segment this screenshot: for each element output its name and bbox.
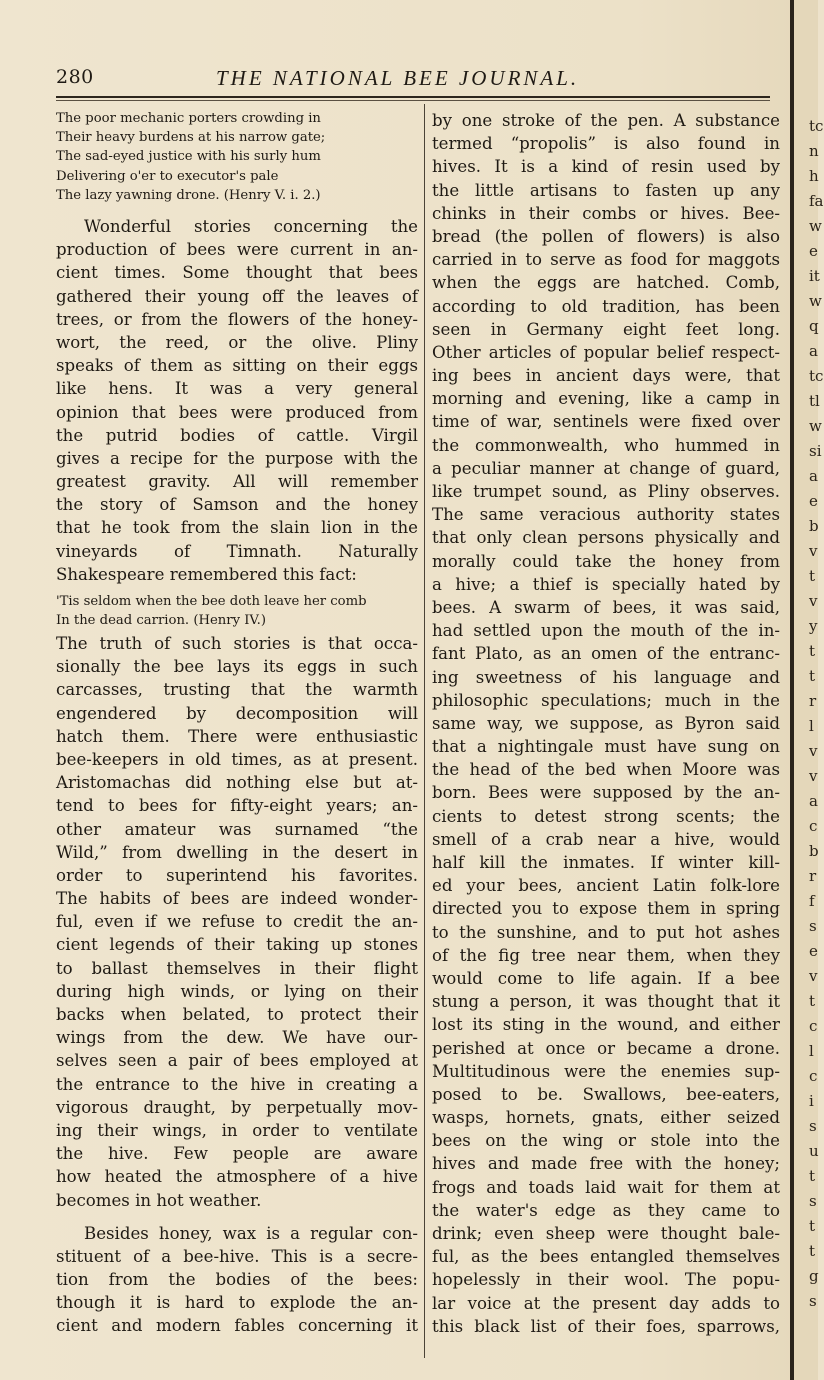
text-line: bee-keepers in old times, as at present. [56, 749, 418, 769]
text-line: Multitudinous were the enemies sup- [432, 1061, 780, 1081]
next-page-fragment: t [809, 1167, 816, 1185]
text-line: speaks of them as sitting on their eggs [56, 356, 418, 376]
text-line: chinks in their combs or hives. Bee- [432, 203, 780, 223]
next-page-fragment: v [809, 742, 818, 760]
text-line: selves seen a pair of bees employed at [56, 1051, 418, 1071]
text-line: a hive; a thief is specially hated by [432, 574, 780, 594]
verse-quote-henry-iv [56, 592, 418, 632]
text-line: vigorous draught, by perpetually mov- [56, 1097, 418, 1117]
verse-quote-henry-v [56, 109, 418, 209]
header-rule-thin [56, 100, 770, 101]
next-page-fragment: b [809, 842, 819, 860]
text-line: production of bees were current in an- [56, 240, 418, 260]
text-line: same way, we suppose, as Byron said [432, 713, 780, 733]
text-line: lost its sting in the wound, and either [432, 1015, 780, 1035]
next-page-fragment: a [809, 342, 818, 360]
next-page-fragment: w [809, 417, 822, 435]
next-page-fragment: g [809, 1267, 819, 1285]
text-line: hopelessly in their wool. The popu- [432, 1270, 780, 1290]
text-line: frogs and toads laid wait for them at [432, 1177, 780, 1197]
text-line: would come to life again. If a bee [432, 968, 780, 988]
next-page-fragment: y [809, 617, 818, 635]
text-line: time of war, sentinels were fixed over [432, 412, 780, 432]
text-line: carried in to serve as food for maggots [432, 250, 780, 270]
next-page-fragment: t [809, 1217, 816, 1235]
text-line: hatch them. There were enthusiastic [56, 726, 418, 746]
text-line: though it is hard to explode the an- [56, 1293, 418, 1313]
text-line: lar voice at the present day adds to [432, 1293, 780, 1313]
text-line: the hive. Few people are aware [56, 1144, 418, 1164]
text-line: other amateur was surnamed “the [56, 819, 418, 839]
right-column [432, 109, 780, 1338]
text-line: philosophic speculations; much in the [432, 690, 780, 710]
next-page-fragment: r [809, 867, 817, 885]
text-line: the little artisans to fasten up any [432, 180, 780, 200]
text-line: becomes in hot weather. [56, 1190, 262, 1210]
next-page-fragment: n [809, 142, 819, 160]
text-line: bread (the pollen of flowers) is also [432, 226, 780, 246]
paragraph-wonderful-stories [56, 215, 418, 586]
text-line: trees, or from the flowers of the honey- [56, 309, 418, 329]
paragraph-truth-of-stories [56, 632, 418, 1212]
next-page-fragment: s [809, 1292, 817, 1310]
text-line: wasps, hornets, gnats, either seized [432, 1108, 780, 1128]
next-page-fragment: c [809, 1017, 818, 1035]
text-line: this black list of their foes, sparrows, [432, 1316, 780, 1336]
next-page-fragment: h [809, 167, 819, 185]
text-line: Besides honey, wax is a regular con- [84, 1223, 418, 1243]
text-line: stituent of a bee-hive. This is a secre- [56, 1246, 418, 1266]
next-page-fragment: s [809, 1117, 817, 1135]
text-line: gives a recipe for the purpose with the [56, 448, 418, 468]
text-line: stung a person, it was thought that it [432, 992, 780, 1012]
next-page-fragment: a [809, 467, 818, 485]
next-page-fragment: q [809, 317, 819, 335]
text-line: wort, the reed, or the olive. Pliny [56, 332, 418, 352]
text-line: a peculiar manner at change of guard, [432, 458, 780, 478]
verse-line: The poor mechanic porters crowding in [56, 111, 321, 126]
text-line: to ballast themselves in their flight [56, 958, 418, 978]
next-page-fragment: e [809, 492, 818, 510]
verse-line: The lazy yawning drone. (Henry V. i. 2.) [56, 187, 321, 203]
text-line: seen in Germany eight feet long. [432, 319, 780, 339]
next-page-fragment: w [809, 217, 822, 235]
text-line: like hens. It was a very general [56, 379, 418, 399]
text-line: wings from the dew. We have our- [56, 1028, 418, 1048]
text-line: morning and evening, like a camp in [432, 389, 780, 409]
text-line: that a nightingale must have sung on [432, 737, 780, 757]
text-line: greatest gravity. All will remember [56, 472, 418, 492]
text-line: ing sweetness of his language and [432, 667, 780, 687]
text-line: sionally the bee lays its eggs in such [56, 657, 418, 677]
text-line: Other articles of popular belief respect- [432, 342, 780, 362]
text-line: opinion that bees were produced from [56, 402, 418, 422]
text-line: vineyards of Timnath. Naturally [56, 541, 418, 561]
text-line: Wonderful stories concerning the [84, 217, 418, 236]
next-page-fragment: l [809, 717, 814, 735]
text-line: according to old tradition, has been [432, 296, 780, 316]
text-line: hives. It is a kind of resin used by [432, 157, 780, 177]
text-line: drink; even sheep were thought bale- [432, 1224, 780, 1243]
next-page-fragment: w [809, 292, 822, 310]
next-page-fragment: t [809, 642, 816, 660]
text-line: hives and made free with the honey; [432, 1154, 780, 1174]
text-line: order to superintend his favorites. [56, 865, 418, 885]
next-page-fragment: fa [809, 192, 824, 210]
text-line: gathered their young off the leaves of [56, 286, 418, 306]
next-page-fragment: e [809, 942, 818, 960]
text-line: the entrance to the hive in creating a [56, 1074, 418, 1094]
next-page-fragment: a [809, 792, 818, 810]
left-column [56, 109, 418, 1338]
text-line: bees on the wing or stole into the [432, 1131, 780, 1151]
next-page-fragment: b [809, 517, 819, 535]
text-line: bees. A swarm of bees, it was said, [432, 597, 780, 617]
next-page-fragment: t [809, 992, 816, 1010]
text-line: tend to bees for fifty-eight years; an- [56, 796, 418, 816]
text-line: born. Bees were supposed by the an- [432, 783, 780, 803]
text-line: tion from the bodies of the bees: [56, 1270, 418, 1290]
next-page-fragment: r [809, 692, 817, 710]
text-line: to the sunshine, and to put hot ashes [432, 922, 780, 942]
verse-line: The sad-eyed justice with his surly hum [56, 149, 321, 165]
text-line: by one stroke of the pen. A substance [432, 111, 780, 130]
text-line: Aristomachas did nothing else but at- [56, 773, 418, 793]
text-line: cient and modern fables concerning it [56, 1316, 418, 1336]
column-divider [424, 104, 425, 1358]
text-line: ful, as the bees entangled themselves [432, 1247, 780, 1267]
running-title: THE NATIONAL BEE JOURNAL. [216, 66, 580, 90]
next-page-fragment: l [809, 1042, 814, 1060]
next-page-fragment: it [809, 267, 820, 285]
text-line: had settled upon the mouth of the in- [432, 621, 780, 641]
text-line: Shakespeare remembered this fact: [56, 564, 357, 584]
next-page-fragment: i [809, 1092, 814, 1110]
text-line: ed your bees, ancient Latin folk-lore [432, 876, 780, 896]
text-line: that only clean persons physically and [432, 528, 780, 548]
next-page-fragment: v [809, 767, 818, 785]
text-line: smell of a crab near a hive, would [432, 829, 780, 849]
text-line: the putrid bodies of cattle. Virgil [56, 425, 418, 445]
paragraph-besides-honey [56, 1222, 418, 1338]
text-line: cient legends of their taking up stones [56, 935, 418, 955]
next-page-fragment: t [809, 567, 816, 585]
verse-line: 'Tis seldom when the bee doth leave her comb [56, 594, 367, 609]
text-line: perished at once or became a drone. [432, 1038, 780, 1058]
text-line: The same veracious authority states [432, 505, 780, 525]
text-line: cient times. Some thought that bees [56, 263, 418, 283]
text-line: when the eggs are hatched. Comb, [432, 273, 780, 293]
next-page-fragment: v [809, 542, 818, 560]
text-line: the head of the bed when Moore was [432, 760, 780, 780]
text-line: Wild,” from dwelling in the desert in [56, 842, 418, 862]
text-line: the water's edge as they came to [432, 1200, 780, 1220]
page-header [56, 64, 778, 92]
next-page-fragment: f [809, 892, 815, 910]
header-rule [56, 96, 770, 98]
verse-line: Their heavy burdens at his narrow gate; [56, 130, 326, 146]
text-line: the story of Samson and the honey [56, 495, 418, 515]
next-page-fragment: c [809, 817, 818, 835]
next-page-fragment: tl [809, 392, 820, 410]
text-line: backs when belated, to protect their [56, 1005, 418, 1024]
text-line: ing bees in ancient days were, that [432, 366, 780, 386]
text-line: directed you to expose them in spring [432, 899, 780, 919]
text-line: ful, even if we refuse to credit the an- [56, 912, 418, 932]
text-line: carcasses, trusting that the warmth [56, 680, 418, 700]
next-page-fragment: e [809, 242, 818, 260]
next-page-fragment: tc [809, 367, 824, 385]
text-line: ing their wings, in order to ventilate [56, 1120, 418, 1140]
text-line: half kill the inmates. If winter kill- [432, 853, 780, 872]
next-page-fragment: c [809, 1067, 818, 1085]
next-page-fragment: t [809, 1242, 816, 1260]
text-line: engendered by decomposition will [56, 703, 418, 723]
text-line: cients to detest strong scents; the [432, 806, 780, 826]
text-line: during high winds, or lying on their [56, 981, 418, 1001]
page-number: 280 [56, 66, 94, 88]
text-line: The habits of bees are indeed wonder- [56, 889, 418, 909]
text-line: how heated the atmosphere of a hive [56, 1167, 418, 1187]
next-page-fragment: t [809, 667, 816, 685]
next-page-fragment: s [809, 1192, 817, 1210]
verse-line: In the dead carrion. (Henry IV.) [56, 613, 266, 629]
next-page-fragment: tc [809, 117, 824, 135]
text-line: like trumpet sound, as Pliny observes. [432, 482, 780, 501]
next-page-fragment: v [809, 592, 818, 610]
text-line: that he took from the slain lion in the [56, 518, 418, 538]
next-page-fragment: v [809, 967, 818, 985]
next-page-fragment: si [809, 442, 822, 460]
text-line: fant Plato, as an omen of the entranc- [432, 644, 780, 664]
text-line: The truth of such stories is that occa- [56, 634, 418, 653]
text-line: of the fig tree near them, when they [432, 945, 780, 965]
text-line: the commonwealth, who hummed in [432, 435, 780, 455]
text-line: posed to be. Swallows, bee-eaters, [432, 1084, 780, 1104]
verse-line: Delivering o'er to executor's pale [56, 168, 279, 184]
next-page-fragment: s [809, 917, 817, 935]
text-line: termed “propolis” is also found in [432, 134, 780, 154]
next-page-edge [794, 0, 824, 1380]
next-page-fragment: u [809, 1142, 819, 1160]
text-line: morally could take the honey from [432, 551, 780, 571]
